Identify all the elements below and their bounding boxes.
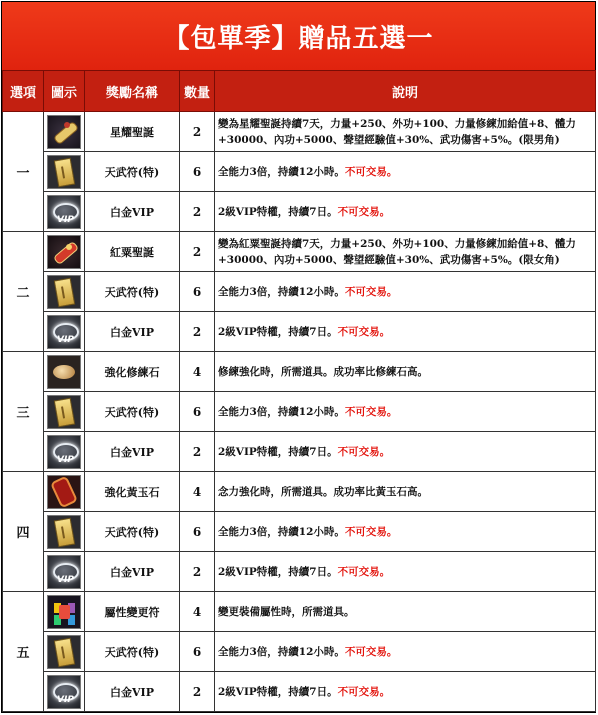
talisman-icon	[47, 515, 81, 549]
reward-name: 天武符(特)	[85, 392, 180, 432]
reward-quantity: 2	[180, 232, 215, 272]
table-row	[3, 592, 596, 632]
not-tradable-note: 不可交易。	[344, 285, 398, 298]
table-row	[3, 472, 596, 512]
reward-name: 星耀聖誕	[85, 112, 180, 152]
reward-description	[215, 512, 596, 552]
talisman-icon	[47, 395, 81, 429]
reward-name: 白金VIP	[85, 552, 180, 592]
option-label: 四	[3, 472, 44, 592]
table-row	[3, 672, 596, 712]
not-tradable-note: 不可交易。	[344, 165, 398, 178]
reward-name: 強化黃玉石	[85, 472, 180, 512]
reward-description	[215, 592, 596, 632]
not-tradable-note: 不可交易。	[337, 685, 391, 698]
header-reward-name: 獎勵名稱	[85, 71, 180, 112]
reward-quantity: 2	[180, 192, 215, 232]
icon-cell	[44, 472, 85, 512]
reward-quantity: 2	[180, 672, 215, 712]
icon-cell	[44, 512, 85, 552]
reward-quantity: 2	[180, 312, 215, 352]
description-text: 全能力3倍，持續12小時。	[218, 645, 345, 658]
description-text: 全能力3倍，持續12小時。	[218, 525, 345, 538]
attribute-change-icon	[47, 595, 81, 629]
description-text: 念力強化時，所需道具。成功率比黃玉石高。	[218, 485, 428, 498]
reward-description	[215, 432, 596, 472]
description-text: 2級VIP特權，持續7日。	[218, 325, 338, 338]
table-row	[3, 312, 596, 352]
reward-description	[215, 472, 596, 512]
description-text: 2級VIP特權，持續7日。	[218, 445, 338, 458]
icon-cell	[44, 592, 85, 632]
reward-quantity: 4	[180, 472, 215, 512]
not-tradable-note: 不可交易。	[337, 445, 391, 458]
header-quantity: 數量	[180, 71, 215, 112]
header-description: 說明	[215, 71, 596, 112]
not-tradable-note: 不可交易。	[344, 525, 398, 538]
table-body	[3, 112, 596, 712]
table-row	[3, 392, 596, 432]
reward-quantity: 6	[180, 632, 215, 672]
red-scroll-icon	[47, 235, 81, 269]
option-label: 五	[3, 592, 44, 712]
reward-name: 天武符(特)	[85, 512, 180, 552]
reward-quantity: 6	[180, 392, 215, 432]
reward-quantity: 2	[180, 552, 215, 592]
header-icon: 圖示	[44, 71, 85, 112]
table-header-row	[3, 71, 596, 112]
reward-name: 天武符(特)	[85, 152, 180, 192]
reward-quantity: 4	[180, 352, 215, 392]
reward-name: 紅粟聖誕	[85, 232, 180, 272]
enhance-jade-icon	[47, 475, 81, 509]
option-label: 三	[3, 352, 44, 472]
not-tradable-note: 不可交易。	[337, 325, 391, 338]
reward-name: 天武符(特)	[85, 272, 180, 312]
reward-description	[215, 152, 596, 192]
reward-quantity: 6	[180, 512, 215, 552]
icon-cell	[44, 552, 85, 592]
reward-quantity: 6	[180, 272, 215, 312]
vip-icon	[47, 195, 81, 229]
reward-table	[2, 70, 596, 712]
icon-cell	[44, 432, 85, 472]
description-text: 修練強化時，所需道具。成功率比修練石高。	[218, 365, 428, 378]
reward-description	[215, 632, 596, 672]
reward-name: 白金VIP	[85, 432, 180, 472]
table-row	[3, 352, 596, 392]
reward-quantity: 4	[180, 592, 215, 632]
reward-name: 強化修練石	[85, 352, 180, 392]
icon-cell	[44, 152, 85, 192]
table-row	[3, 272, 596, 312]
description-text: 2級VIP特權，持續7日。	[218, 565, 338, 578]
icon-cell	[44, 112, 85, 152]
icon-cell	[44, 672, 85, 712]
vip-icon	[47, 675, 81, 709]
not-tradable-note: 不可交易。	[337, 205, 391, 218]
reward-name: 白金VIP	[85, 312, 180, 352]
icon-cell	[44, 392, 85, 432]
star-scroll-icon	[47, 115, 81, 149]
icon-cell	[44, 312, 85, 352]
table-row	[3, 512, 596, 552]
reward-description	[215, 272, 596, 312]
reward-description	[215, 552, 596, 592]
not-tradable-note: 不可交易。	[344, 645, 398, 658]
reward-name: 屬性變更符	[85, 592, 180, 632]
table-row	[3, 192, 596, 232]
reward-description	[215, 312, 596, 352]
reward-panel	[1, 1, 596, 713]
description-text: 2級VIP特權，持續7日。	[218, 685, 338, 698]
enhance-stone-icon	[47, 355, 81, 389]
not-tradable-note: 不可交易。	[344, 405, 398, 418]
reward-quantity: 2	[180, 432, 215, 472]
icon-cell	[44, 192, 85, 232]
reward-description	[215, 112, 596, 152]
description-text: 變為星耀聖誕持續7天，力量+250、外功+100、力量修練加給值+8、體力+30000、內功+5000、聲望經驗值+30%、武功傷害+5%。(限男角)	[218, 117, 576, 146]
reward-name: 白金VIP	[85, 192, 180, 232]
talisman-icon	[47, 275, 81, 309]
description-text: 變更裝備屬性時，所需道具。	[218, 605, 355, 618]
table-row	[3, 432, 596, 472]
icon-cell	[44, 232, 85, 272]
reward-description	[215, 192, 596, 232]
reward-description	[215, 672, 596, 712]
talisman-icon	[47, 155, 81, 189]
icon-cell	[44, 632, 85, 672]
description-text: 2級VIP特權，持續7日。	[218, 205, 338, 218]
header-option: 選項	[3, 71, 44, 112]
reward-description	[215, 232, 596, 272]
option-label: 二	[3, 232, 44, 352]
icon-cell	[44, 352, 85, 392]
option-label: 一	[3, 112, 44, 232]
reward-quantity: 6	[180, 152, 215, 192]
reward-description	[215, 392, 596, 432]
vip-icon	[47, 555, 81, 589]
description-text: 全能力3倍，持續12小時。	[218, 165, 345, 178]
table-row	[3, 552, 596, 592]
description-text: 變為紅粟聖誕持續7天，力量+250、外功+100、力量修練加給值+8、體力+30000、內功+5000、聲望經驗值+30%、武功傷害+5%。(限女角)	[218, 237, 576, 266]
reward-description	[215, 352, 596, 392]
description-text: 全能力3倍，持續12小時。	[218, 405, 345, 418]
table-row	[3, 232, 596, 272]
table-row	[3, 112, 596, 152]
reward-name: 天武符(特)	[85, 632, 180, 672]
reward-quantity: 2	[180, 112, 215, 152]
title-banner	[2, 2, 595, 70]
talisman-icon	[47, 635, 81, 669]
not-tradable-note: 不可交易。	[337, 565, 391, 578]
icon-cell	[44, 272, 85, 312]
table-row	[3, 152, 596, 192]
vip-icon	[47, 315, 81, 349]
reward-name: 白金VIP	[85, 672, 180, 712]
page-title: 【包單季】贈品五選一	[163, 23, 434, 54]
description-text: 全能力3倍，持續12小時。	[218, 285, 345, 298]
vip-icon	[47, 435, 81, 469]
table-row	[3, 632, 596, 672]
